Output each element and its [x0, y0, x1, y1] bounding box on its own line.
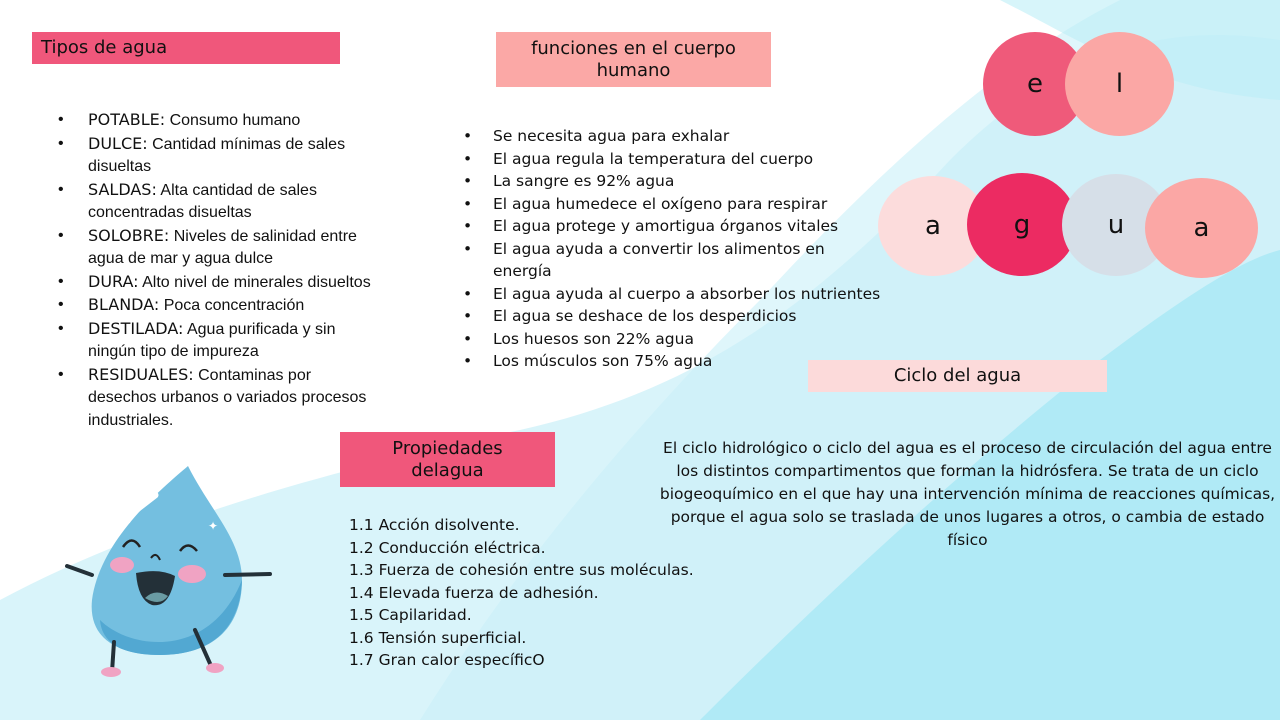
propiedad-item: 1.5 Capilaridad.	[349, 606, 472, 624]
tipo-term: SOLOBRE:	[88, 225, 170, 245]
tipo-item	[58, 179, 378, 225]
tipo-item	[58, 294, 378, 318]
funcion-item: • La sangre es 92% agua	[463, 170, 883, 193]
tipo-desc: Agua purificada y sin ningún tipo de impureza	[88, 320, 336, 360]
svg-text:✦: ✦	[208, 519, 219, 533]
ciclo-text: El ciclo hidrológico o ciclo del agua es el proceso de circulación del agua entre los distintos compartimentos que forman la hidrósfera. Se trata de un ciclo biogeoquímico en el que hay una intervención mínima de reacciones químicas, porque el agua solo se traslada de unos lugares a otros, o cambia de estado físico	[659, 439, 1276, 549]
funcion-item: • El agua protege y amortigua órganos vitales	[463, 215, 883, 238]
funciones-list	[463, 125, 883, 373]
tipo-item	[58, 271, 378, 295]
funcion-item: • Se necesita agua para exhalar	[463, 125, 883, 148]
tipo-term: BLANDA:	[88, 295, 160, 314]
funcion-item: • El agua humedece el oxígeno para respirar	[463, 193, 883, 216]
letter-circle: u	[1062, 174, 1170, 276]
propiedad-item: 1.4 Elevada fuerza de adhesión.	[349, 583, 599, 602]
tipos-list	[58, 109, 378, 432]
tipo-desc: Consumo humano	[169, 112, 301, 129]
funcion-item: • El agua se deshace de los desperdicios	[463, 305, 883, 328]
tipo-item	[58, 133, 378, 179]
tipo-term: DURA:	[88, 271, 139, 291]
letter-circle: g	[967, 173, 1077, 276]
ciclo-title: Ciclo del agua	[808, 360, 1107, 392]
tipo-desc: Cantidad mínimas de sales disueltas	[88, 135, 346, 175]
propiedad-item: 1.1 Acción disolvente.	[349, 516, 520, 534]
tipo-desc: Niveles de salinidad entre agua de mar y agua dulce	[88, 227, 357, 267]
tipo-term: RESIDUALES:	[88, 364, 194, 384]
funcion-item: • El agua ayuda al cuerpo a absorber los nutrientes	[463, 283, 883, 306]
tipos-title: Tipos de agua	[32, 32, 340, 64]
funcion-item: • El agua regula la temperatura del cuerpo	[463, 148, 883, 171]
letter-circle: e	[983, 32, 1087, 136]
letter-circle: a	[878, 176, 988, 276]
funciones-title: funciones en el cuerpo humano	[496, 32, 771, 87]
propiedad-item: 1.6 Tensión superficial.	[349, 628, 527, 647]
water-drop-mascot-icon	[60, 450, 290, 680]
propiedades-list	[349, 514, 694, 672]
tipo-item	[58, 109, 378, 133]
tipo-item	[58, 225, 378, 271]
tipo-item	[58, 318, 378, 364]
tipo-desc: Alta cantidad de sales concentradas disueltas	[88, 181, 317, 221]
funcion-item: • El agua ayuda a convertir los alimentos en energía	[463, 238, 883, 283]
tipo-desc: Poca concentración	[163, 297, 305, 314]
propiedades-title: Propiedades delagua	[340, 432, 555, 487]
funcion-item: • Los músculos son 75% agua	[463, 350, 883, 373]
tipo-desc: Contaminas por desechos urbanos o variados procesos industriales.	[88, 366, 367, 429]
propiedad-item: 1.7 Gran calor específicO	[349, 651, 545, 669]
funcion-item: • Los huesos son 22% agua	[463, 328, 883, 351]
propiedad-item: 1.2 Conducción eléctrica.	[349, 538, 546, 557]
tipo-desc: Alto nivel de minerales disueltos	[142, 273, 371, 291]
tipo-term: DULCE:	[88, 133, 148, 153]
propiedad-item: 1.3 Fuerza de cohesión entre sus moléculas.	[349, 561, 694, 579]
letter-circle: a	[1145, 178, 1258, 278]
tipo-term: DESTILADA:	[88, 318, 184, 338]
tipo-item	[58, 364, 378, 433]
tipo-term: SALDAS:	[88, 179, 157, 199]
letter-circle: l	[1065, 32, 1174, 136]
tipo-term: POTABLE:	[88, 110, 166, 129]
